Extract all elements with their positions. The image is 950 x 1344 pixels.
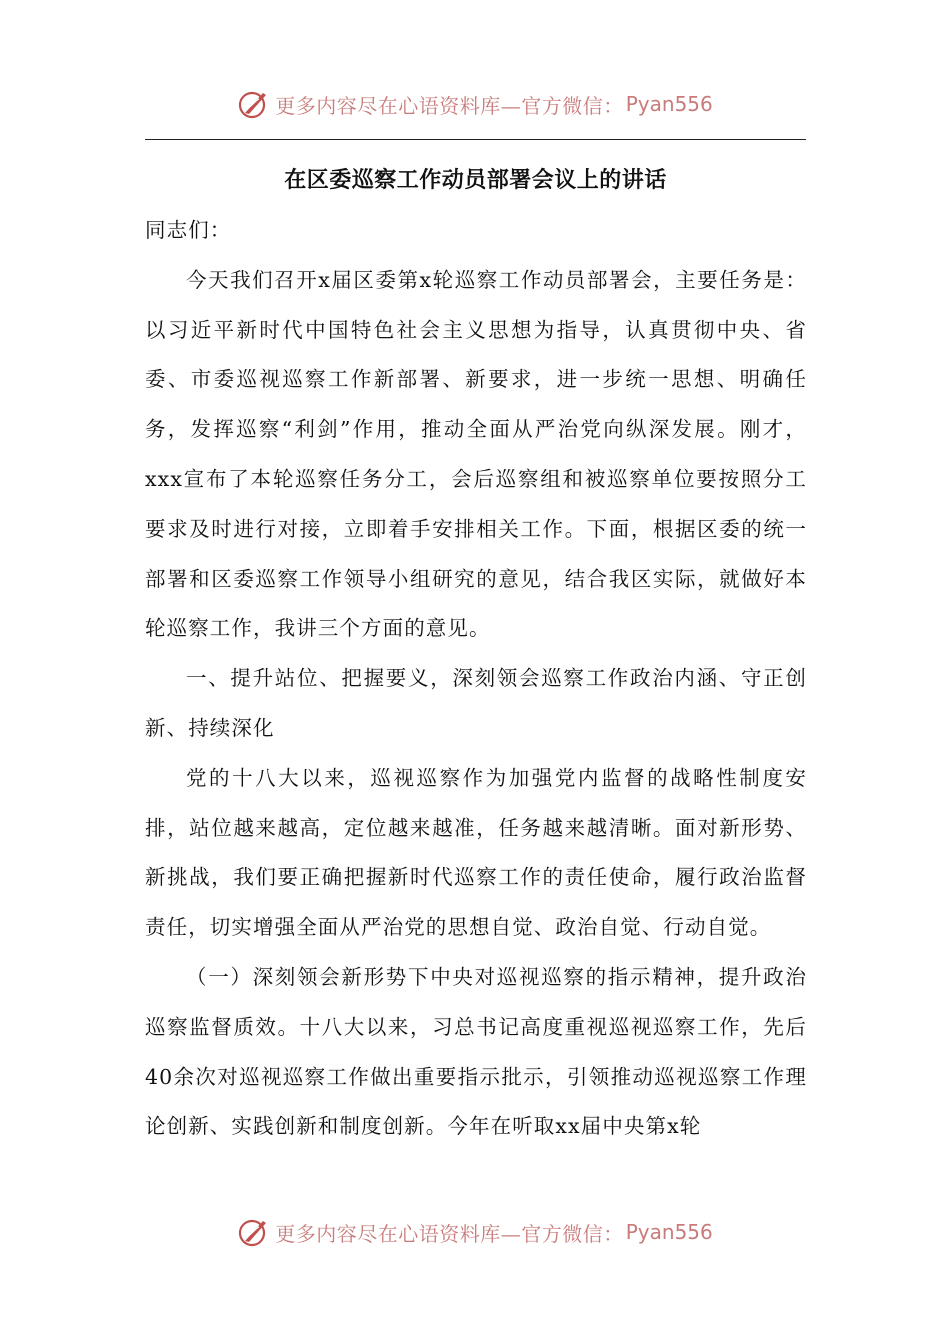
header-watermark (0, 84, 950, 124)
footer-watermark (0, 1212, 950, 1252)
header-divider (145, 139, 806, 140)
quill-logo-icon (237, 87, 271, 121)
watermark-text: 更多内容尽在心语资料库—官方微信： (275, 93, 624, 118)
document-body (145, 206, 807, 1152)
paragraph-subsection-1: （一）深刻领会新形势下中央对巡视巡察的指示精神，提升政治巡察监督质效。十八大以来，习总书记高度重视巡视巡察工作，先后40余次对巡视巡察工作做出重要指示批示，引领推动巡视巡察工作理论创新、实践创新和制度创新。今年在听取xx届中央第x轮 (145, 964, 807, 1139)
watermark-text: 更多内容尽在心语资料库—官方微信： (275, 1221, 624, 1246)
quill-logo-icon (237, 1215, 271, 1249)
section-heading-1: 一、提升站位、把握要义，深刻领会巡察工作政治内涵、守正创新、持续深化 (145, 666, 807, 740)
watermark-wechat-id: Pyan556 (625, 1220, 713, 1244)
paragraph-intro: 今天我们召开x届区委第x轮巡察工作动员部署会，主要任务是：以习近平新时代中国特色社会主义思想为指导，认真贯彻中央、省委、市委巡视巡察工作新部署、新要求，进一步统一思想、明确任务，发挥巡察“利剑”作用，推动全面从严治党向纵深发展。刚才，xxx宣布了本轮巡察任务分工，会后巡察组和被巡察单位要按照分工要求及时进行对接，立即着手安排相关工作。下面，根据区委的统一部署和区委巡察工作领导小组研究的意见，结合我区实际，就做好本轮巡察工作，我讲三个方面的意见。 (145, 267, 807, 641)
document-title: 在区委巡察工作动员部署会议上的讲话 (284, 168, 667, 193)
salutation: 同志们： (145, 218, 232, 242)
paragraph-section-1: 党的十八大以来，巡视巡察作为加强党内监督的战略性制度安排，站位越来越高，定位越来越准，任务越来越清晰。面对新形势、新挑战，我们要正确把握新时代巡察工作的责任使命，履行政治监督责任，切实增强全面从严治党的思想自觉、政治自觉、行动自觉。 (145, 765, 807, 940)
watermark-wechat-id: Pyan556 (625, 92, 713, 116)
